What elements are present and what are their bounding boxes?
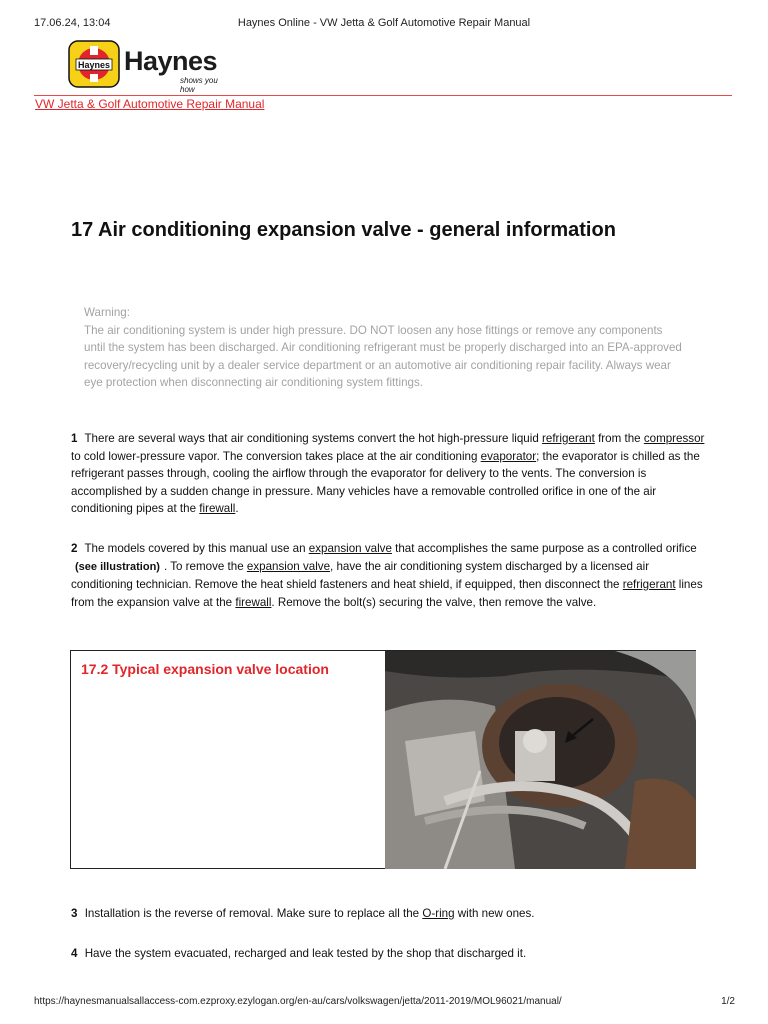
step-number: 1 (71, 432, 78, 445)
glossary-link-compressor[interactable]: compressor (643, 432, 705, 445)
haynes-badge-icon (68, 40, 120, 88)
step-text: . Remove the bolt(s) securing the valve, then remove the valve. (271, 595, 597, 609)
step-text: There are several ways that air conditioning systems convert the hot high-pressure liquid (84, 432, 543, 445)
step-1 (71, 430, 711, 518)
step-text: to cold lower-pressure vapor. The conversion takes place at the air conditioning (71, 449, 481, 463)
warning-text: The air conditioning system is under high pressure. DO NOT loosen any hose fittings or remove any components until the system has been discharged. Air conditioning refrigerant must be properly discharged into an EPA-approved recovery/recycling unit by a dealer service department or an automotive air conditioning repair facility. Always wear eye protection when disconnecting air conditioning system fittings. (84, 323, 682, 389)
step-3 (71, 905, 711, 923)
step-text: . (235, 502, 239, 515)
step-number: 2 (71, 542, 78, 555)
haynes-wordmark: Haynes (124, 46, 218, 76)
step-text: The models covered by this manual use an (84, 542, 309, 555)
warning-label: Warning: (84, 306, 130, 319)
step-4 (71, 945, 711, 963)
expansion-valve-photo[interactable] (385, 651, 696, 869)
glossary-link-refrigerant[interactable]: refrigerant (622, 578, 676, 591)
print-url: https://haynesmanualsallaccess-com.ezproxy.ezylogan.org/en-au/cars/volkswagen/jetta/2011-2019/MOL96021/manual/ (34, 996, 562, 1007)
step-text: with new ones. (454, 907, 535, 920)
haynes-logo[interactable] (68, 40, 228, 94)
step-text: from the (594, 432, 644, 445)
step-2 (71, 540, 711, 611)
step-text: , have the air conditioning system discharged by a licensed air conditioning technician. Remove the heat shield fasteners and heat shield, if equipped, then disconnect the (71, 559, 650, 591)
header-divider (34, 95, 732, 96)
step-text: Installation is the reverse of removal. Make sure to replace all the (84, 907, 423, 920)
step-text: . To remove the (163, 559, 247, 573)
print-datetime: 17.06.24, 13:04 (34, 17, 111, 29)
step-number: 3 (71, 907, 78, 920)
glossary-link-o-ring[interactable]: O-ring (422, 907, 455, 920)
haynes-tagline: shows you how (180, 76, 218, 94)
engine-bay-illustration (385, 651, 696, 869)
warning-box (84, 304, 684, 392)
glossary-link-refrigerant[interactable]: refrigerant (542, 432, 595, 445)
glossary-link-expansion-valve[interactable]: expansion valve (308, 542, 392, 555)
print-page-title: Haynes Online - VW Jetta & Golf Automotive Repair Manual (237, 17, 531, 29)
svg-text:Haynes: Haynes (77, 60, 111, 70)
step-text: lines from the expansion valve at the (71, 578, 703, 609)
print-page-number: 1/2 (721, 996, 735, 1007)
page-title: 17 Air conditioning expansion valve - general information (71, 219, 616, 241)
figure-17-2 (70, 650, 696, 869)
step-text: that accomplishes the same purpose as a controlled orifice (391, 542, 697, 555)
glossary-link-evaporator[interactable]: evaporator (480, 449, 537, 463)
figure-caption: 17.2 Typical expansion valve location (81, 661, 329, 677)
manual-breadcrumb-link[interactable]: VW Jetta & Golf Automotive Repair Manual (35, 97, 265, 111)
step-number: 4 (71, 947, 78, 960)
glossary-link-firewall[interactable]: firewall (235, 595, 272, 609)
glossary-link-firewall[interactable]: firewall (199, 502, 236, 515)
step-text: ; the evaporator is chilled as the refrigerant passes through, cooling the airflow through the evaporator for delivery to the vents. The conversion is accomplished by a sudden change in pressure. Many vehicles have a removable controlled orifice in one of the air conditioning pipes at the (71, 449, 700, 515)
glossary-link-expansion-valve[interactable]: expansion valve (246, 559, 331, 573)
see-illustration-link[interactable]: (see illustration) (75, 560, 160, 573)
step-text: Have the system evacuated, recharged and leak tested by the shop that discharged it. (84, 947, 527, 960)
